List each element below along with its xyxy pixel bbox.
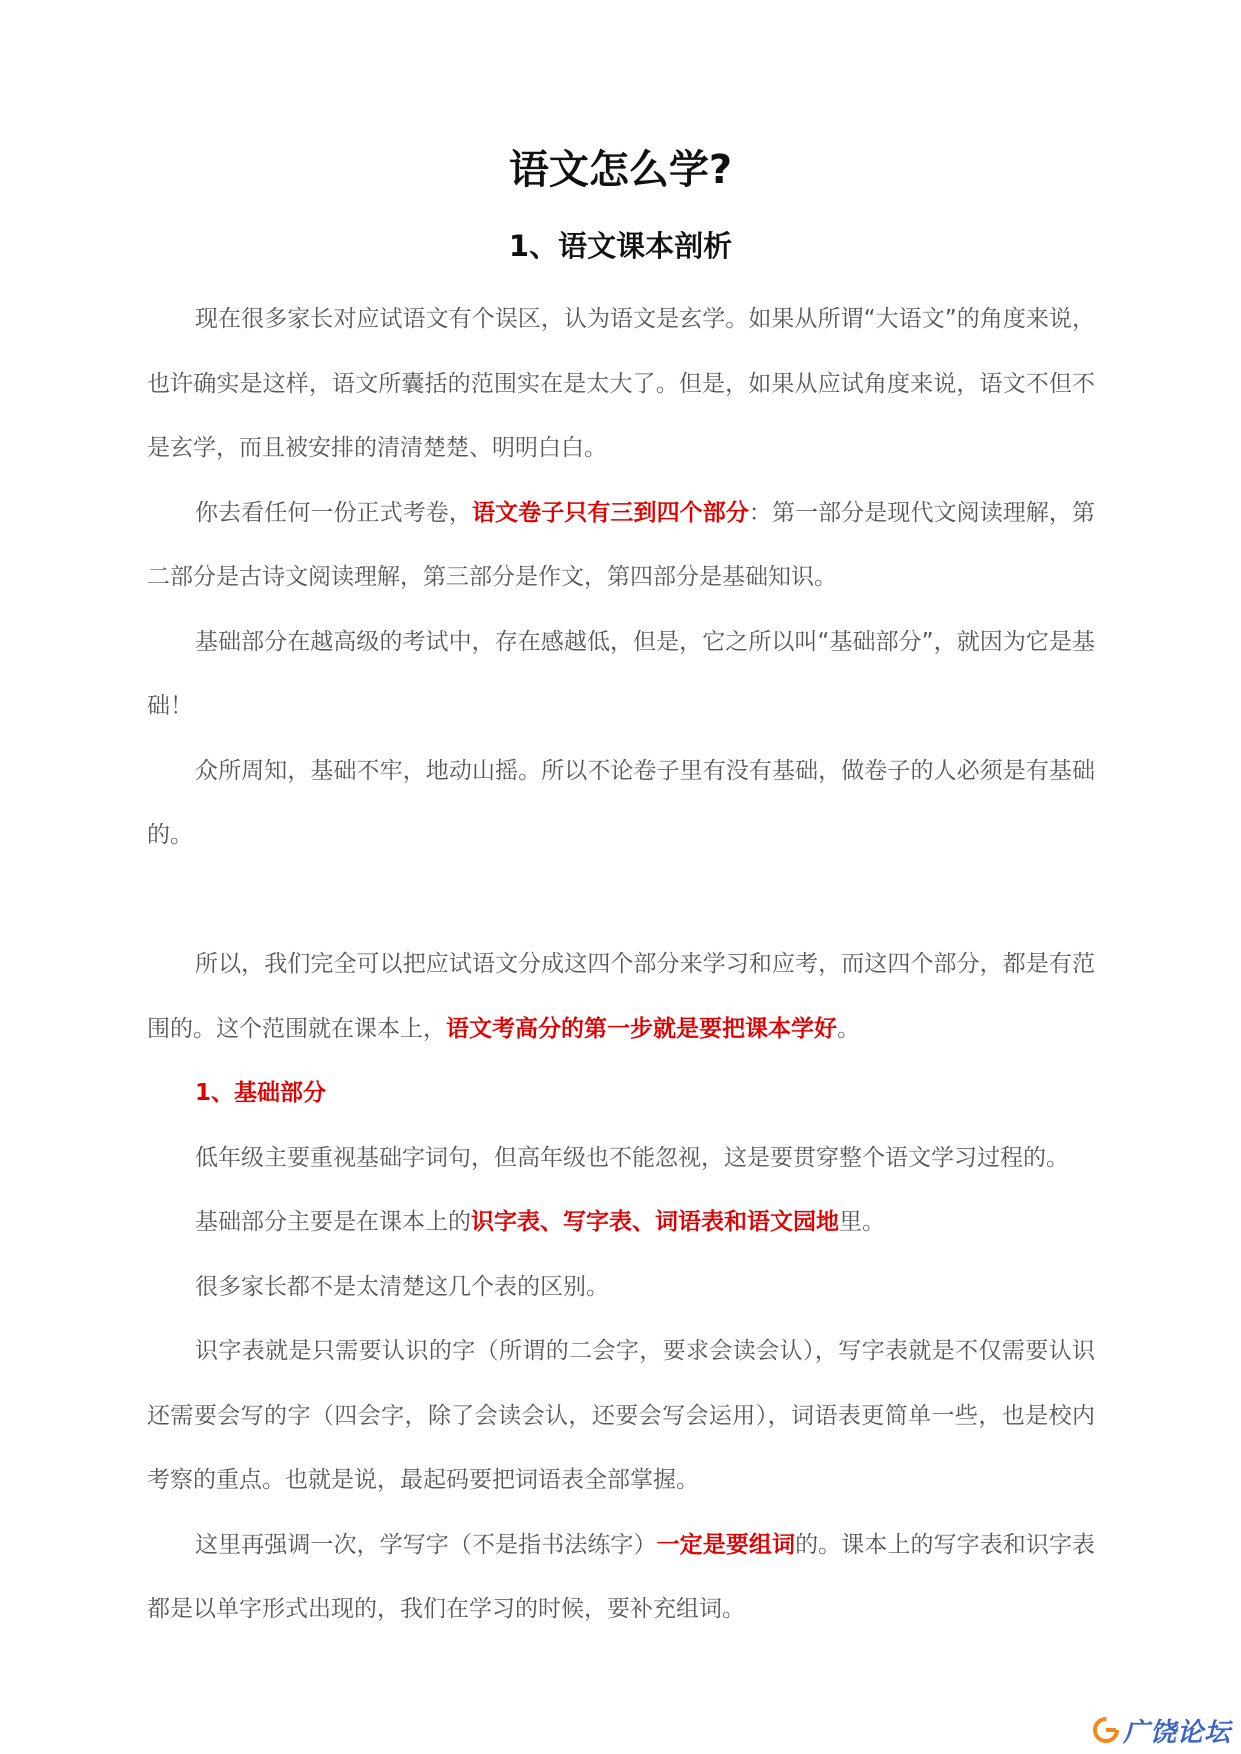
paragraph-10 bbox=[147, 1513, 1095, 1642]
highlight-text: 语文考高分的第一步就是要把课本学好 bbox=[446, 1015, 837, 1042]
paragraph-7-text-a: 基础部分主要是在课本上的 bbox=[195, 1209, 471, 1235]
section-heading: 1、语文课本剖析 bbox=[508, 229, 733, 263]
paragraph-6: 低年级主要重视基础字词句，但高年级也不能忽视，这是要贯穿整个语文学习过程的。 bbox=[195, 1144, 1069, 1171]
paragraph-7 bbox=[147, 1190, 1095, 1255]
paragraph-2 bbox=[147, 481, 1095, 610]
paragraph-3: 基础部分在越高级的考试中，存在感越低，但是，它之所以叫“基础部分”，就因为它是基础！ bbox=[147, 628, 1095, 719]
paragraph-2-text-b: ：第一部分是现代文阅读理解，第二部分是古诗文阅读理解，第三部分是作文，第四部分是基础知识。 bbox=[147, 499, 1096, 590]
highlight-text: 识字表、写字表、词语表和语文园地 bbox=[471, 1209, 839, 1235]
paragraph-1: 现在很多家长对应试语文有个误区，认为语文是玄学。如果从所谓“大语文”的角度来说，也许确实是这样，语文所囊括的范围实在是太大了。但是，如果从应试角度来说，语文不但不是玄学，而且被安排的清清楚楚、明明白白。 bbox=[147, 306, 1095, 461]
page-title: 语文怎么学? bbox=[508, 147, 733, 193]
blank-line bbox=[147, 868, 1095, 933]
paragraph-2-text-a: 你去看任何一份正式考卷， bbox=[195, 499, 472, 526]
highlight-text: 一定是要组词 bbox=[656, 1531, 796, 1558]
g-logo-icon bbox=[1091, 1715, 1121, 1745]
paragraph-5-text-b: 。 bbox=[837, 1015, 860, 1042]
paragraph-5 bbox=[147, 932, 1095, 1061]
paragraph-5-text-a: 所以，我们完全可以把应试语文分成这四个部分来学习和应考，而这四个部分，都是有范围的。这个范围就在课本上， bbox=[147, 951, 1095, 1042]
site-watermark bbox=[1091, 1710, 1231, 1750]
subheading-basics: 1、基础部分 bbox=[195, 1080, 327, 1106]
paragraph-4: 众所周知，基础不牢，地动山摇。所以不论卷子里有没有基础，做卷子的人必须是有基础的。 bbox=[147, 757, 1095, 848]
paragraph-8: 很多家长都不是太清楚这几个表的区别。 bbox=[195, 1273, 609, 1300]
paragraph-9: 识字表就是只需要认识的字（所谓的二会字，要求会读会认），写字表就是不仅需要认识还需要会写的字（四会字，除了会读会认，还要会写会运用），词语表更简单一些，也是校内考察的重点。也就是说，最起码要把词语表全部掌握。 bbox=[147, 1338, 1095, 1493]
highlight-text: 语文卷子只有三到四个部分 bbox=[471, 499, 749, 526]
paragraph-7-text-b: 里。 bbox=[839, 1209, 885, 1235]
paragraph-10-text-a: 这里再强调一次，学写字（不是指书法练字） bbox=[195, 1531, 657, 1558]
watermark-text: 广饶论坛 bbox=[1122, 1717, 1231, 1748]
paragraph-10-text-b: 的。课本上的写字表和识字表都是以单字形式出现的，我们在学习的时候，要补充组词。 bbox=[147, 1531, 1096, 1622]
document-body bbox=[147, 287, 1095, 1642]
